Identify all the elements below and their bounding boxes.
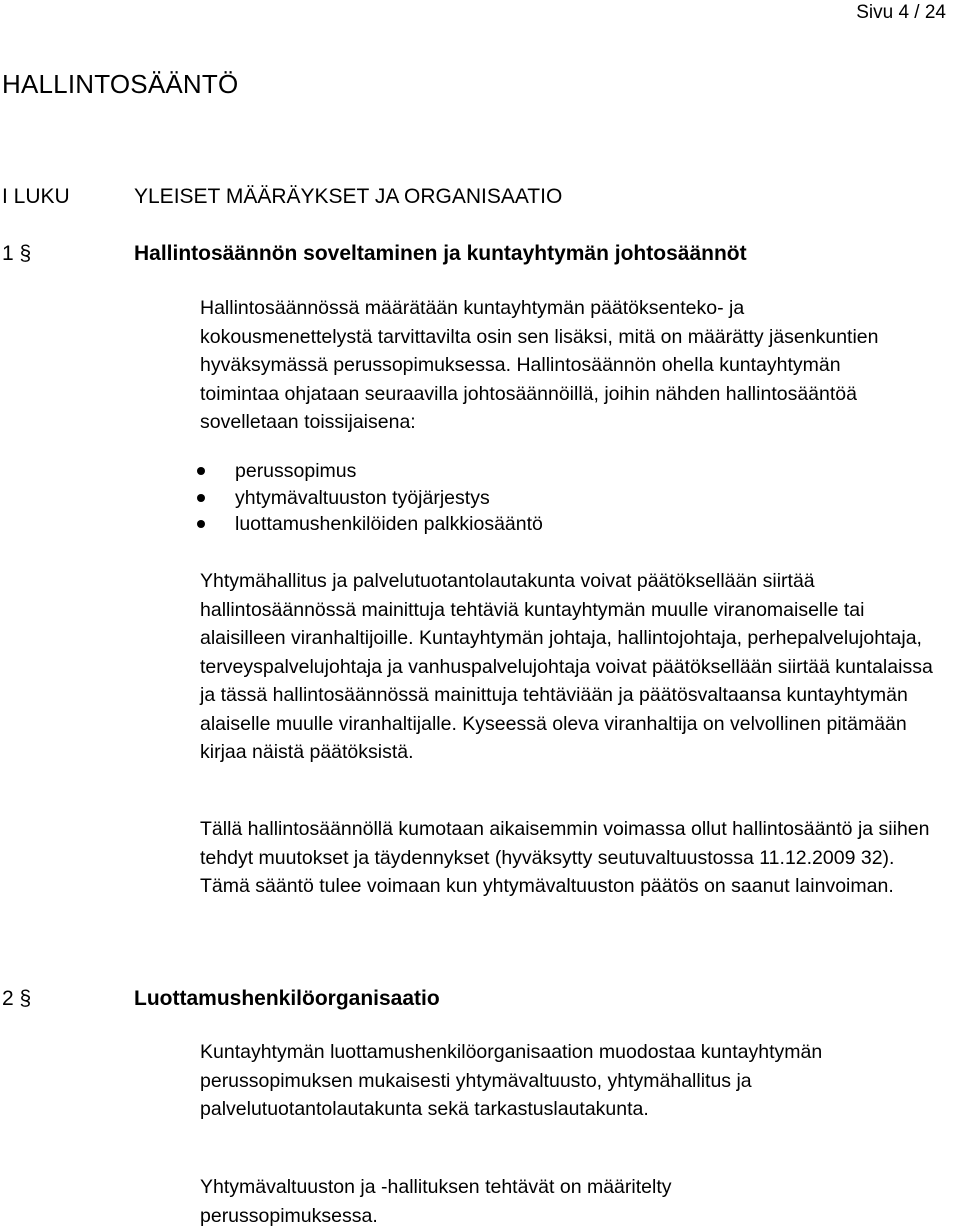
- document-title: HALLINTOSÄÄNTÖ: [2, 69, 239, 99]
- section-1-paragraph-1: Hallintosäännössä määrätään kuntayhtymän päätöksenteko- ja kokousmenettelystä tarvittavilta osin sen lisäksi, mitä on määrätty jäsenkuntien hyväksymässä perussopimuksessa. Hallintosäännön ohella kuntayhtymän toimintaa ohjataan seuraavilla johtosäännöillä, joihin nähden hallintosääntöä sovelletaan toissijaisena:: [200, 297, 879, 433]
- section-1-title: Hallintosäännön soveltaminen ja kuntayhtymän johtosäännöt: [134, 242, 747, 265]
- section-1-paragraph-2: Yhtymähallitus ja palvelutuotantolautakunta voivat päätöksellään siirtää hallintosäännössä mainittuja tehtäviä kuntayhtymän muulle viranomaiselle tai alaisilleen viranhaltijoille. Kuntayhtymän johtaja, hallintojohtaja, perhepalvelujohtaja, terveyspalvelujohtaja ja vanhuspalvelujohtaja voivat päätöksellään siirtää kuntalaissa ja tässä hallintosäännössä mainittuja tehtäviään ja päätösvaltaansa kuntayhtymän alaiselle muulle viranhaltijalle. Kyseessä oleva viranhaltija on velvollinen pitämään kirjaa näistä päätöksistä.: [200, 570, 933, 763]
- bullet-icon: [197, 467, 205, 475]
- list-item-text: perussopimus: [235, 460, 357, 482]
- johtosaanto-list: [190, 458, 543, 538]
- list-item-text: luottamushenkilöiden palkkiosääntö: [235, 513, 543, 535]
- chapter-title: YLEISET MÄÄRÄYKSET JA ORGANISAATIO: [134, 185, 563, 208]
- section-symbol: §: [19, 987, 32, 1010]
- section-2-number: 2 §: [2, 987, 32, 1010]
- list-item: [190, 458, 543, 485]
- section-2-title: Luottamushenkilöorganisaatio: [134, 987, 440, 1010]
- list-item: [190, 485, 543, 512]
- section-1-paragraph-3: Tällä hallintosäännöllä kumotaan aikaisemmin voimassa ollut hallintosääntö ja siihen tehdyt muutokset ja täydennykset (hyväksytty seutuvaltuustossa 11.12.2009 32). Tämä sääntö tulee voimaan kun yhtymävaltuuston päätös on saanut lainvoiman.: [200, 818, 930, 897]
- list-item-text: yhtymävaltuuston työjärjestys: [235, 486, 490, 509]
- chapter-number: I LUKU: [2, 185, 70, 208]
- page-number: Sivu 4 / 24: [856, 2, 946, 23]
- list-item: [190, 511, 543, 538]
- bullet-icon: [197, 494, 205, 502]
- section-symbol: §: [19, 242, 32, 265]
- section-2-paragraph-1: Kuntayhtymän luottamushenkilöorganisaation muodostaa kuntayhtymän perussopimuksen mukaisesti yhtymävaltuusto, yhtymähallitus ja palvelutuotantolautakunta sekä tarkastuslautakunta.: [200, 1041, 823, 1120]
- section-1-number: 1 §: [2, 242, 32, 265]
- bullet-icon: [197, 520, 205, 528]
- section-2-paragraph-2: Yhtymävaltuuston ja -hallituksen tehtävät on määritelty perussopimuksessa.: [200, 1176, 672, 1227]
